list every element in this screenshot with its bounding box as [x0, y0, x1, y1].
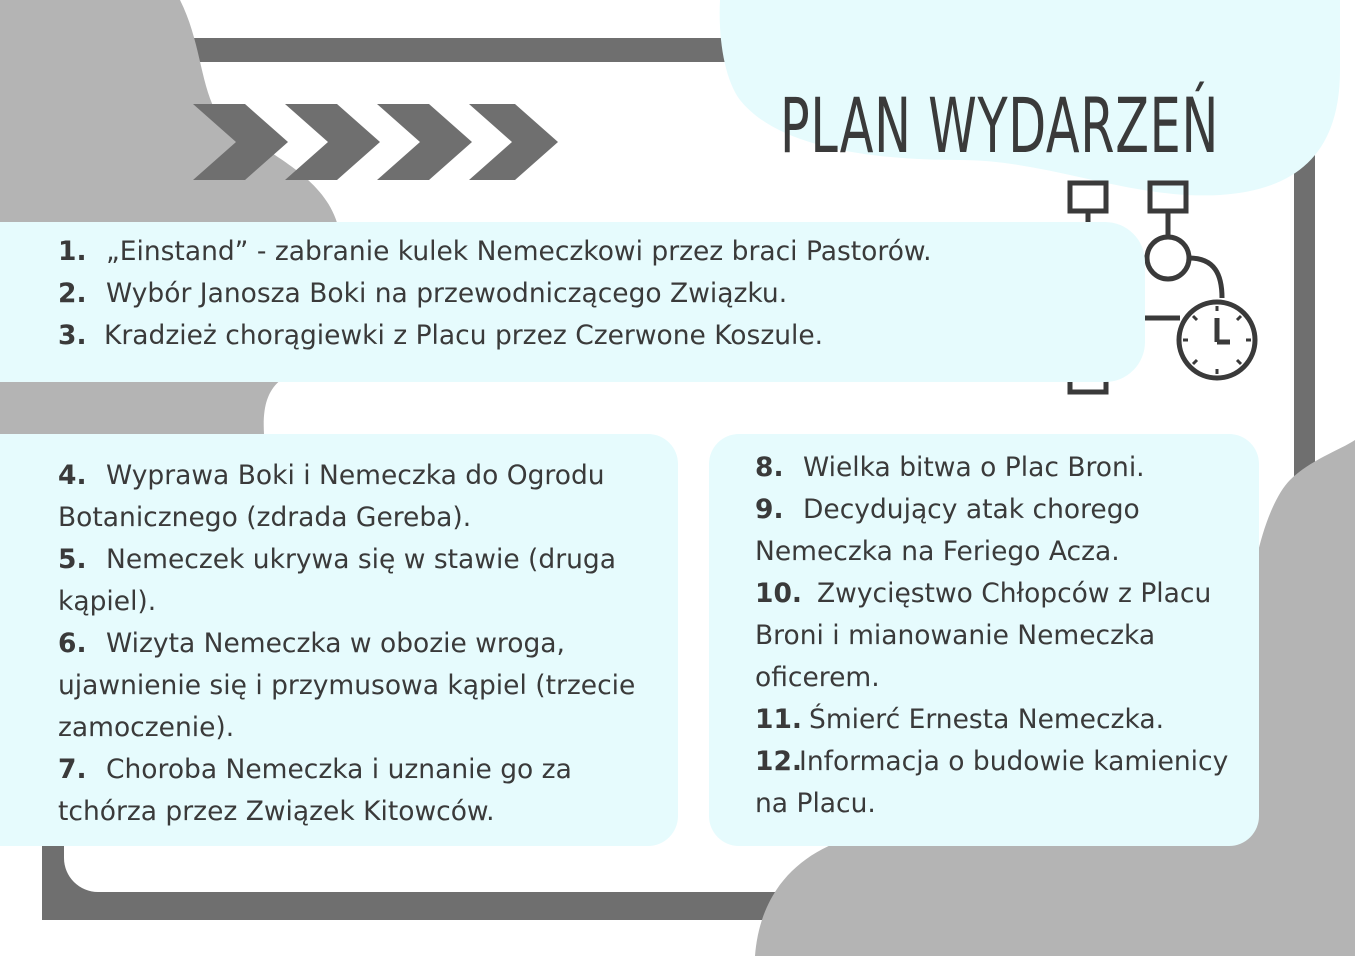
item-number: 1.: [58, 236, 87, 267]
list-item: [58, 315, 1068, 357]
item-text: Choroba Nemeczka i uznanie go za tchórza przez Związek Kitowców.: [58, 754, 572, 827]
list-item: [58, 539, 668, 623]
list-item: [58, 749, 668, 833]
item-number: 8.: [755, 452, 784, 483]
page-title: PLAN WYDARZEŃ: [780, 80, 1220, 170]
item-text: Wizyta Nemeczka w obozie wroga, ujawnienie się i przymusowa kąpiel (trzecie zamoczenie).: [58, 628, 636, 743]
item-text: Informacja o budowie kamienicy na Placu.: [755, 746, 1229, 819]
list-item: [755, 741, 1245, 825]
list-item: [58, 455, 668, 539]
item-text: Wyprawa Boki i Nemeczka do Ogrodu Botanicznego (zdrada Gereba).: [58, 460, 605, 533]
item-text: Zwycięstwo Chłopców z Placu Broni i mianowanie Nemeczka oficerem.: [755, 578, 1212, 693]
list-item: [755, 489, 1245, 573]
list-item: [755, 447, 1245, 489]
events-list-right: [755, 447, 1245, 825]
list-item: [58, 231, 1068, 273]
item-text: Wielka bitwa o Plac Broni.: [803, 452, 1145, 483]
list-item: [58, 273, 1068, 315]
item-text: Śmierć Ernesta Nemeczka.: [809, 704, 1165, 735]
item-number: 11.: [755, 704, 802, 735]
item-number: 3.: [58, 320, 87, 351]
item-number: 7.: [58, 754, 87, 785]
item-number: 4.: [58, 460, 87, 491]
list-item: [755, 573, 1245, 699]
item-number: 6.: [58, 628, 87, 659]
item-number: 9.: [755, 494, 784, 525]
item-text: Kradzież chorągiewki z Placu przez Czerwone Koszule.: [104, 320, 824, 351]
events-list-left: [58, 455, 668, 833]
item-text: Wybór Janosza Boki na przewodniczącego Związku.: [106, 278, 788, 309]
list-item: [58, 623, 668, 749]
item-text: Decydujący atak chorego Nemeczka na Feriego Acza.: [755, 494, 1140, 567]
item-number: 5.: [58, 544, 87, 575]
item-number: 2.: [58, 278, 87, 309]
item-text: Nemeczek ukrywa się w stawie (druga kąpiel).: [58, 544, 616, 617]
item-text: „Einstand” - zabranie kulek Nemeczkowi przez braci Pastorów.: [106, 236, 932, 267]
item-number: 12.: [755, 746, 802, 777]
events-list-top: [58, 231, 1068, 357]
list-item: [755, 699, 1245, 741]
item-number: 10.: [755, 578, 802, 609]
